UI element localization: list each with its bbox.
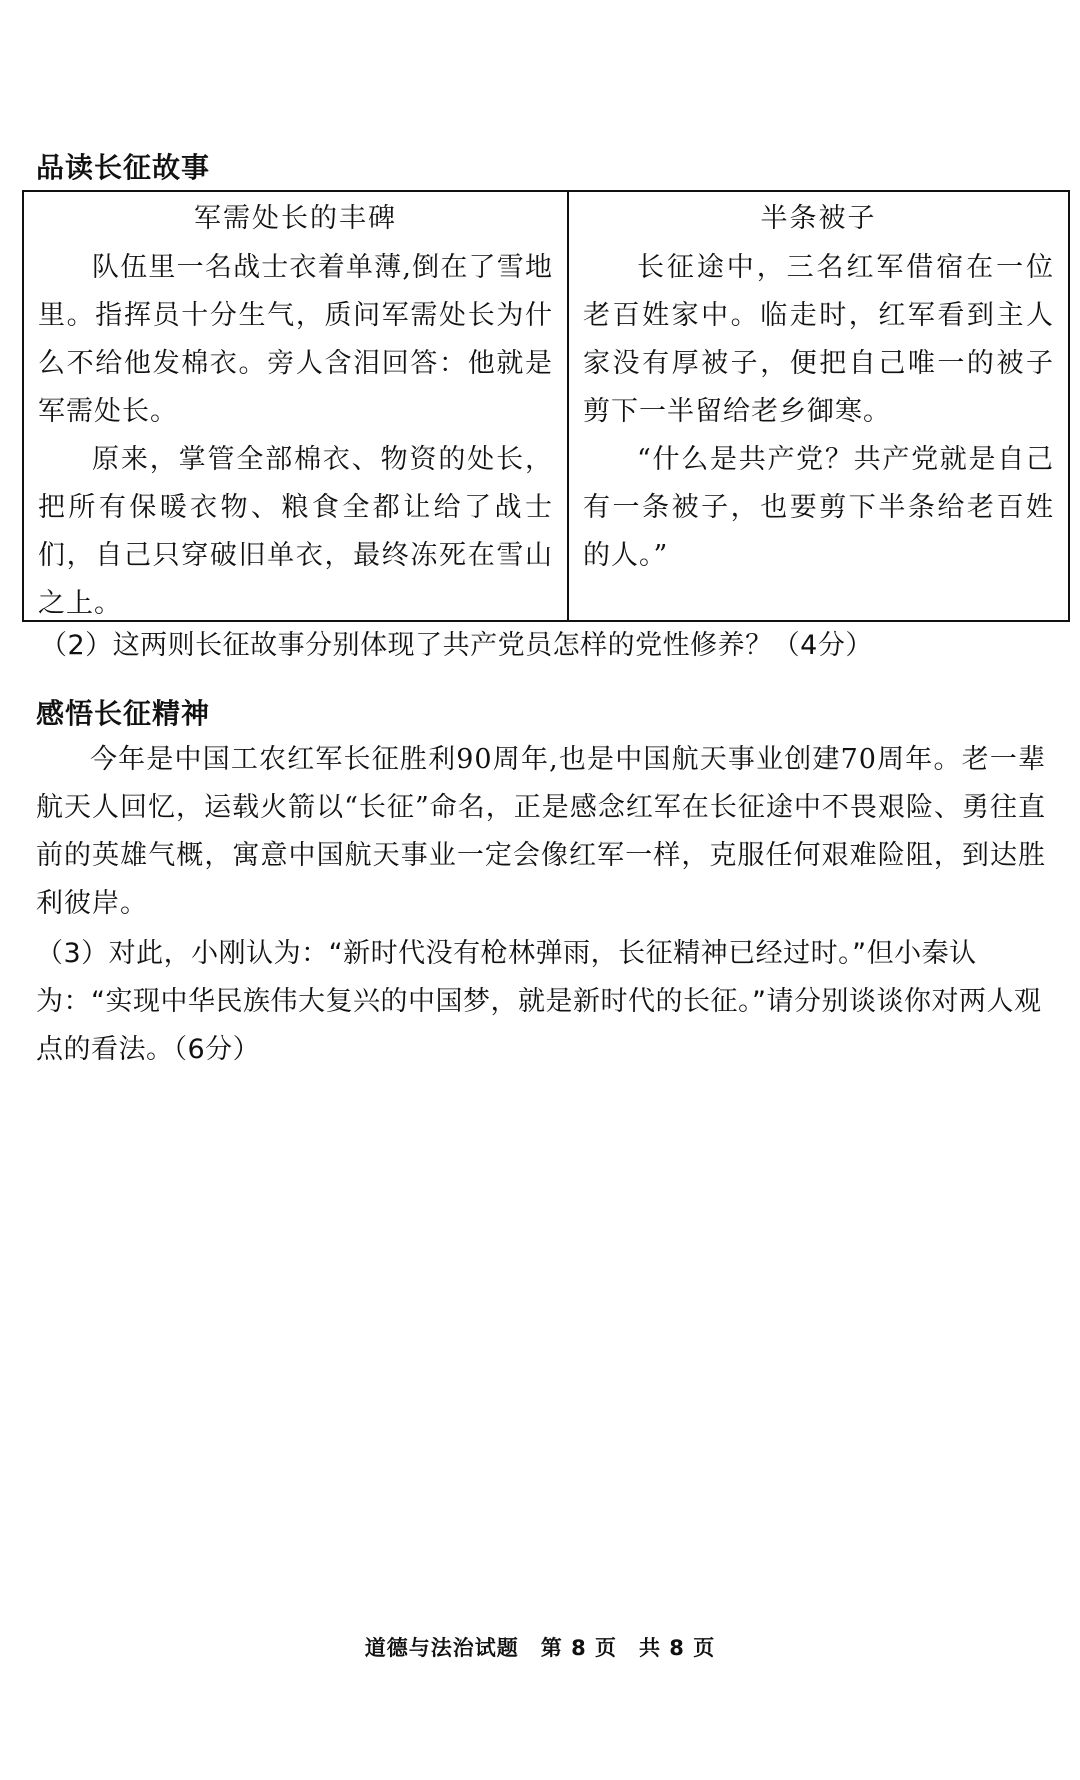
story-paragraph: 原来，掌管全部棉衣、物资的处长，把所有保暖衣物、粮食全都让给了战士们，自己只穿破旧单衣，最终冻死在雪山之上。 <box>38 444 553 619</box>
story-column-military-supply <box>24 192 569 620</box>
story-paragraph: “什么是共产党？共产党就是自己有一条被子，也要剪下半条给老百姓的人。” <box>583 444 1054 571</box>
question-2: （2）这两则长征故事分别体现了共产党员怎样的党性修养？（4分） <box>40 630 873 661</box>
story-column-half-quilt <box>569 192 1068 620</box>
story-title: 军需处长的丰碑 <box>194 203 397 234</box>
page-footer: 道德与法治试题 第 8 页 共 8 页 <box>364 1636 716 1660</box>
section-heading-stories: 品读长征故事 <box>36 151 211 184</box>
story-paragraph: 长征途中，三名红军借宿在一位老百姓家中。临走时，红军看到主人家没有厚被子，便把自己唯一的被子剪下一半留给老乡御寒。 <box>583 252 1054 427</box>
story-paragraph: 队伍里一名战士衣着单薄,倒在了雪地里。指挥员十分生气，质问军需处长为什么不给他发棉衣。旁人含泪回答：他就是军需处长。 <box>38 252 553 427</box>
spirit-paragraph: 今年是中国工农红军长征胜利90周年,也是中国航天事业创建70周年。老一辈航天人回忆，运载火箭以“长征”命名，正是感念红军在长征途中不畏艰险、勇往直前的英雄气概，寓意中国航天事业一定会像红军一样，克服任何艰难险阻，到达胜利彼岸。 <box>36 744 1046 919</box>
story-table <box>22 190 1070 622</box>
question-3: （3）对此，小刚认为：“新时代没有枪林弹雨，长征精神已经过时。”但小秦认为：“实现中华民族伟大复兴的中国梦，就是新时代的长征。”请分别谈谈你对两人观点的看法。（6分） <box>36 938 1042 1065</box>
section-heading-spirit: 感悟长征精神 <box>36 697 211 730</box>
story-title: 半条被子 <box>760 203 877 234</box>
